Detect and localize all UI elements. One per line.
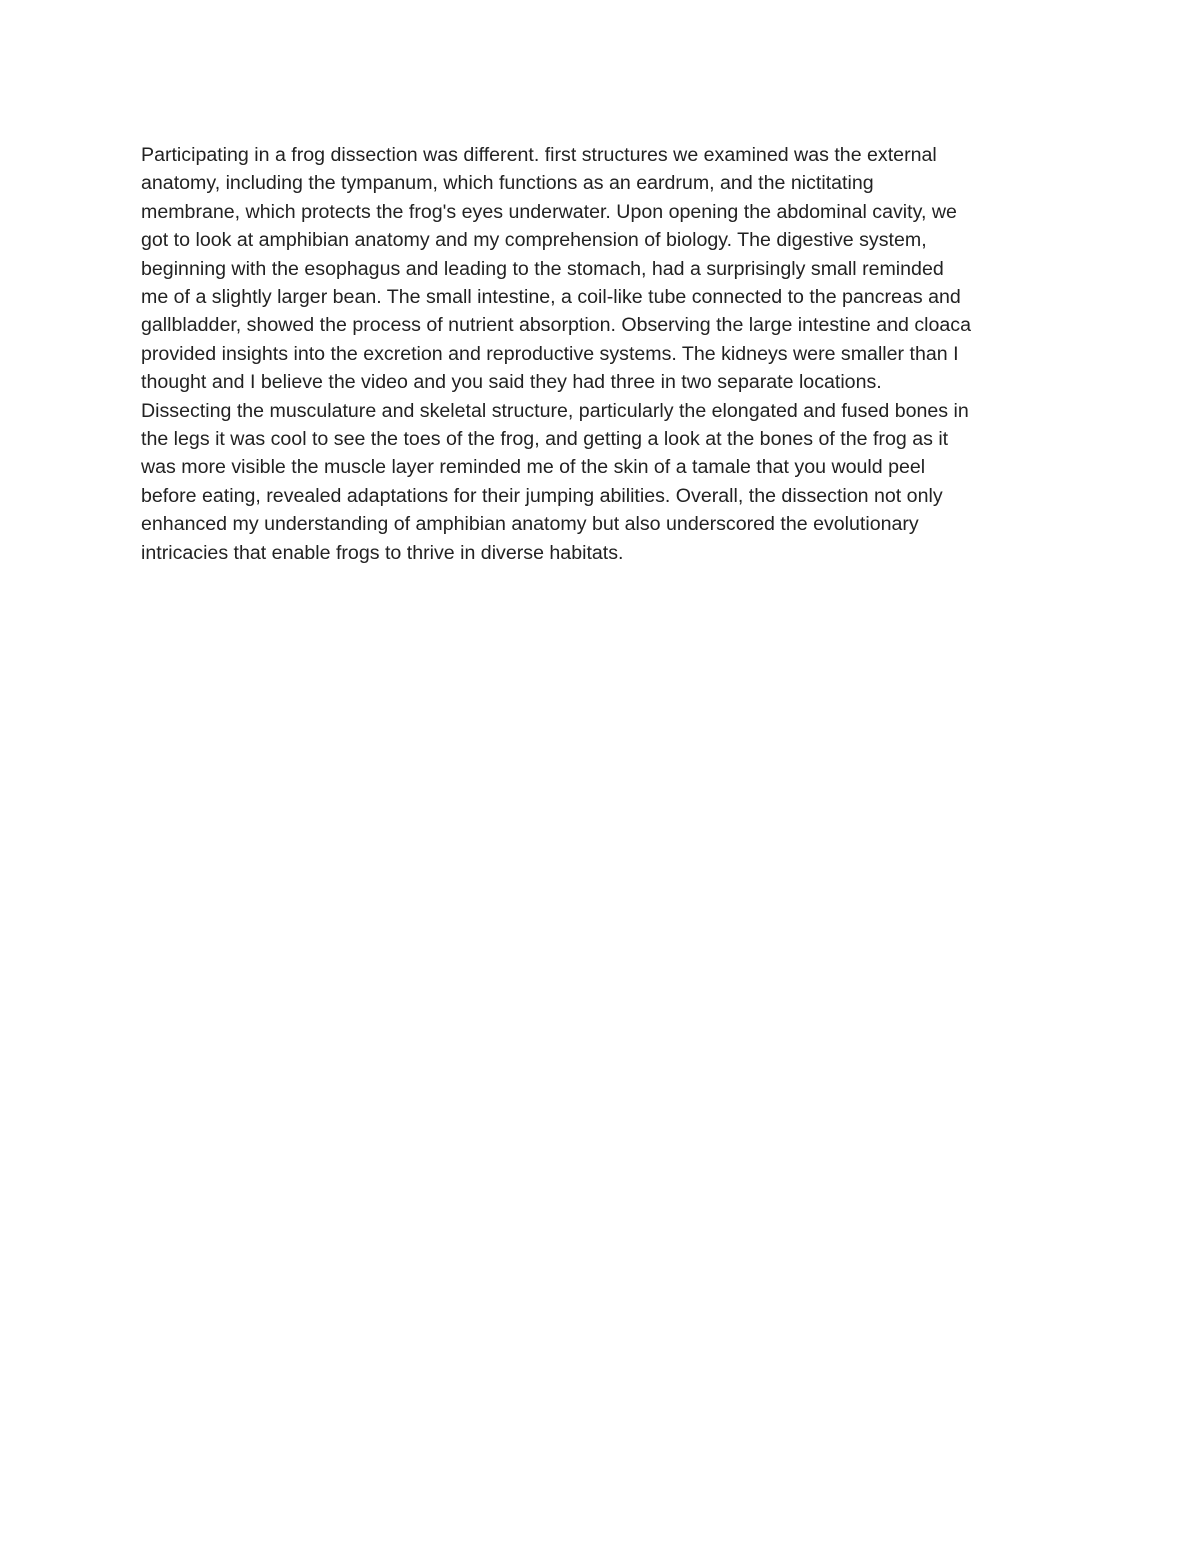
paragraph-line: before eating, revealed adaptations for their jumping abilities. Overall, the dissection not only bbox=[141, 484, 943, 507]
paragraph-line: provided insights into the excretion and reproductive systems. The kidneys were smaller than I bbox=[141, 342, 959, 365]
paragraph-line: membrane, which protects the frog's eyes underwater. Upon opening the abdominal cavity, we bbox=[141, 200, 957, 223]
paragraph-line: anatomy, including the tympanum, which functions as an eardrum, and the nictitating bbox=[141, 172, 874, 195]
paragraph-line: the legs it was cool to see the toes of the frog, and getting a look at the bones of the frog as it bbox=[141, 428, 949, 451]
paragraph-line: Dissecting the musculature and skeletal structure, particularly the elongated and fused bones in bbox=[141, 399, 969, 422]
body-paragraph bbox=[141, 141, 1081, 567]
paragraph-line: was more visible the muscle layer reminded me of the skin of a tamale that you would peel bbox=[141, 456, 926, 479]
paragraph-line: thought and I believe the video and you said they had three in two separate locations. bbox=[141, 371, 882, 394]
paragraph-line: beginning with the esophagus and leading to the stomach, had a surprisingly small reminded bbox=[141, 257, 944, 280]
paragraph-line: gallbladder, showed the process of nutrient absorption. Observing the large intestine and cloaca bbox=[141, 314, 971, 337]
paragraph-line: intricacies that enable frogs to thrive in diverse habitats. bbox=[141, 541, 624, 564]
paragraph-line: Participating in a frog dissection was different. first structures we examined was the external bbox=[141, 144, 937, 166]
paragraph-line: me of a slightly larger bean. The small intestine, a coil-like tube connected to the pancreas and bbox=[141, 286, 961, 309]
paragraph-line: enhanced my understanding of amphibian anatomy but also underscored the evolutionary bbox=[141, 513, 919, 536]
paragraph-line: got to look at amphibian anatomy and my comprehension of biology. The digestive system, bbox=[141, 229, 927, 252]
